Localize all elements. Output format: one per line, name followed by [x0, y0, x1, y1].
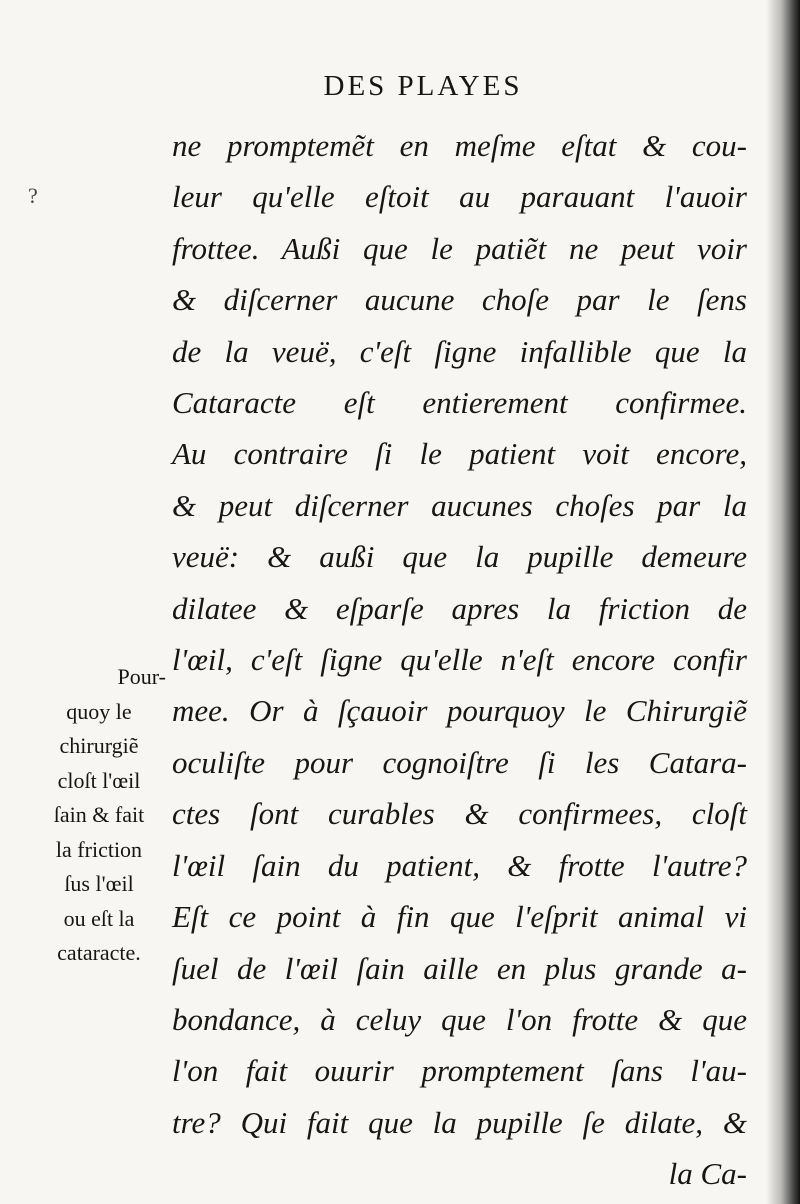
text-line: & diſcerner aucune choſe par le ſens	[172, 282, 747, 318]
marginal-note-line: ſus l'œil	[64, 871, 134, 896]
text-line: tre? Qui fait que la pupille ſe dilate, &	[172, 1104, 747, 1140]
marginal-note-line: quoy le	[66, 698, 132, 724]
margin-mark: ?	[28, 183, 38, 208]
text-line: ſuel de l'œil ſain aille en plus grande a-	[172, 950, 747, 986]
text-line: frottee. Außi que le patiẽt ne peut voir	[172, 230, 747, 266]
marginal-note	[32, 660, 166, 971]
text-line: & peut diſcerner aucunes choſes par la	[172, 487, 747, 523]
text-line: de la veuë, c'eſt ſigne infallible que la	[172, 333, 747, 369]
marginal-note-line: la friction	[55, 836, 143, 862]
marginal-note-line: ſain & fait	[53, 802, 145, 827]
marginal-note-line: Pour-	[117, 664, 166, 689]
running-title: DES PLAYES	[323, 70, 523, 102]
catchword: la Ca-	[668, 1156, 747, 1192]
text-line: Eſt ce point à fin que l'eſprit animal vi	[172, 899, 747, 935]
marginal-note-line: ou eſt la	[63, 905, 135, 931]
text-line: veuë: & außi que la pupille demeure	[172, 539, 747, 575]
text-line: l'œil, c'eſt ſigne qu'elle n'eſt encore confir	[172, 642, 747, 678]
text-line: leur qu'elle eſtoit au parauant l'auoir	[172, 179, 747, 215]
text-line: l'on fait ouurir promptement ſans l'au-	[172, 1053, 747, 1089]
text-line: Cataracte eſt entierement confirmee.	[172, 385, 747, 421]
text-line: oculiſte pour cognoiſtre ſi les Catara-	[172, 744, 747, 780]
book-spine-shadow	[766, 0, 800, 1204]
marginal-note-line: cloſt l'œil	[57, 767, 141, 793]
text-line: ne promptemẽt en meſme eſtat & cou-	[172, 128, 747, 163]
marginal-note-line: chirurgiẽ	[59, 733, 139, 758]
text-line: bondance, à celuy que l'on frotte & que	[172, 1001, 747, 1037]
text-line: mee. Or à ſçauoir pourquoy le Chirurgiẽ	[172, 693, 747, 729]
marginal-note-line: cataracte.	[57, 940, 141, 965]
text-line: dilatee & eſparſe apres la friction de	[172, 590, 747, 626]
text-line: l'œil ſain du patient, & frotte l'autre?	[172, 847, 747, 883]
text-line: ctes ſont curables & confirmees, cloſt	[172, 796, 747, 832]
main-text-block	[172, 120, 747, 1200]
text-line: Au contraire ſi le patient voit encore,	[172, 436, 747, 472]
